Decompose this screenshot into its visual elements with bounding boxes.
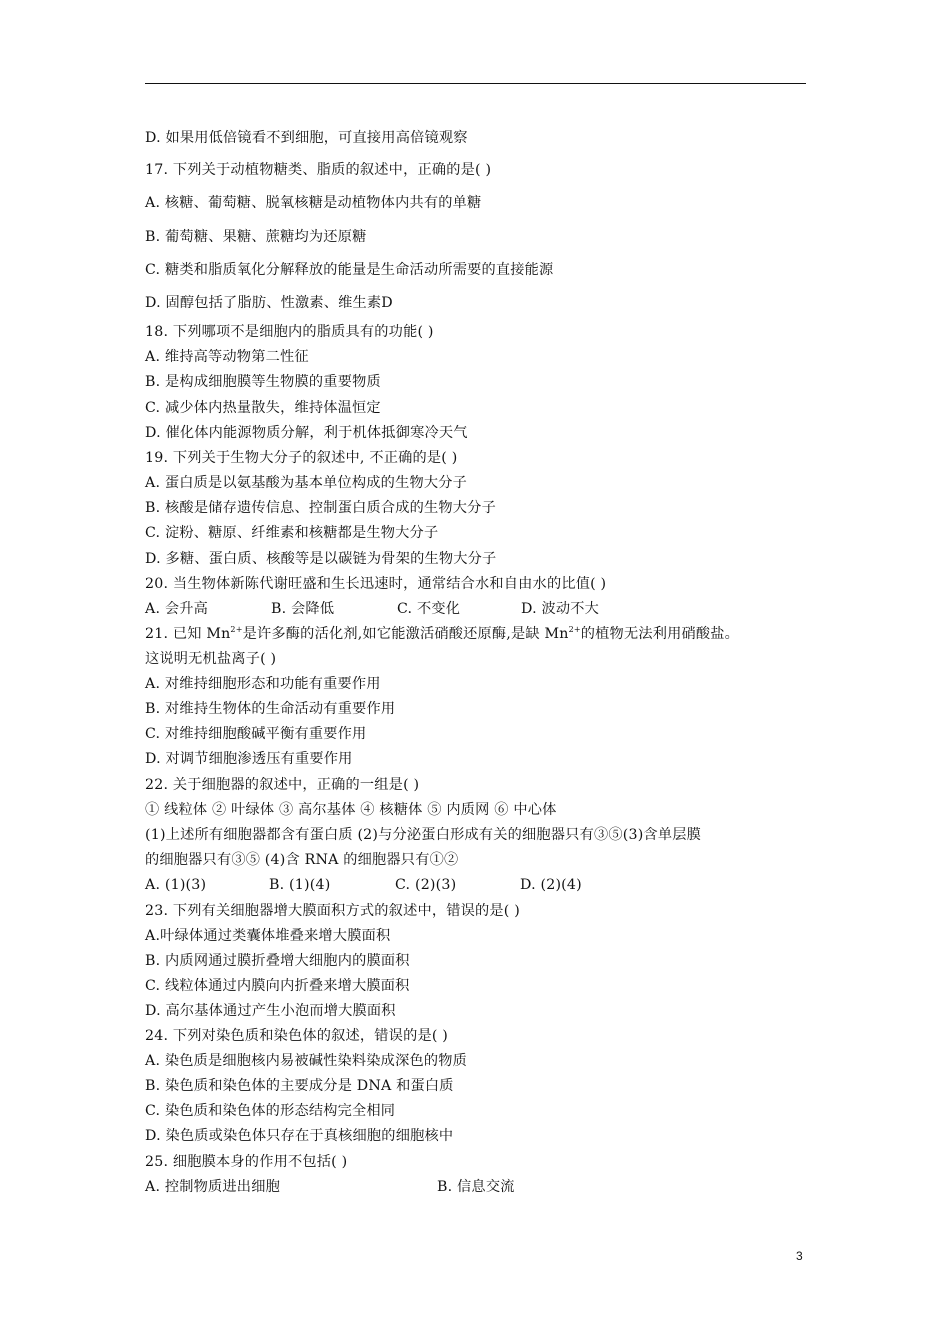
q22-stem: 22. 关于细胞器的叙述中，正确的一组是( ) [145,777,420,793]
q24-stem: 24. 下列对染色质和染色体的叙述，错误的是( ) [145,1028,449,1044]
q24-option-b: B. 染色质和染色体的主要成分是 DNA 和蛋白质 [145,1078,454,1094]
header-rule [145,83,806,84]
q18-option-c: C. 减少体内热量散失，维持体温恒定 [145,400,381,416]
q24-option-a: A. 染色质是细胞核内易被碱性染料染成深色的物质 [145,1053,468,1069]
q20-option-b: B. 会降低 [271,601,335,617]
q22-statement-2: 的细胞器只有③⑤ (4)含 RNA 的细胞器只有①② [145,852,459,868]
q20-stem: 20. 当生物体新陈代谢旺盛和生长迅速时，通常结合水和自由水的比值( ) [145,576,607,592]
q22-option-c: C. (2)(3) [395,877,457,893]
q23-option-c: C. 线粒体通过内膜向内折叠来增大膜面积 [145,978,410,994]
q19-stem: 19. 下列关于生物大分子的叙述中, 不正确的是( ) [145,450,458,466]
q25-stem: 25. 细胞膜本身的作用不包括( ) [145,1154,348,1170]
q19-option-a: A. 蛋白质是以氨基酸为基本单位构成的生物大分子 [145,475,468,491]
q18-option-b: B. 是构成细胞膜等生物膜的重要物质 [145,374,381,390]
q20-option-d: D. 波动不大 [521,601,600,617]
q21-option-d: D. 对调节细胞渗透压有重要作用 [145,751,353,767]
q17-option-a: A. 核糖、葡萄糖、脱氧核糖是动植物体内共有的单糖 [145,195,482,211]
q21-stem-cont: 这说明无机盐离子( ) [145,651,277,667]
q24-option-c: C. 染色质和染色体的形态结构完全相同 [145,1103,396,1119]
q23-option-b: B. 内质网通过膜折叠增大细胞内的膜面积 [145,953,410,969]
q18-option-a: A. 维持高等动物第二性征 [145,349,309,365]
q19-option-c: C. 淀粉、糖原、纤维素和核糖都是生物大分子 [145,525,439,541]
q21-option-b: B. 对维持生物体的生命活动有重要作用 [145,701,396,717]
q25-option-a: A. 控制物质进出细胞 [145,1179,280,1195]
q22-option-d: D. (2)(4) [520,877,582,893]
q22-option-b: B. (1)(4) [269,877,331,893]
q17-stem: 17. 下列关于动植物糖类、脂质的叙述中，正确的是( ) [145,162,492,178]
q23-option-d: D. 高尔基体通过产生小泡而增大膜面积 [145,1003,396,1019]
q22-option-a: A. (1)(3) [145,877,207,893]
q22-statement-1: (1)上述所有细胞器都含有蛋白质 (2)与分泌蛋白形成有关的细胞器只有③⑤(3)含单层膜 [145,827,701,843]
q21-option-a: A. 对维持细胞形态和功能有重要作用 [145,676,381,692]
q17-option-c: C. 糖类和脂质氧化分解释放的能量是生命活动所需要的直接能源 [145,262,554,278]
q18-stem: 18. 下列哪项不是细胞内的脂质具有的功能( ) [145,324,434,340]
q23-option-a: A.叶绿体通过类囊体堆叠来增大膜面积 [145,928,391,944]
q21-option-c: C. 对维持细胞酸碱平衡有重要作用 [145,726,367,742]
q19-option-b: B. 核酸是储存遗传信息、控制蛋白质合成的生物大分子 [145,500,496,516]
q17-option-b: B. 葡萄糖、果糖、蔗糖均为还原糖 [145,229,367,245]
q18-option-d: D. 催化体内能源物质分解，利于机体抵御寒冷天气 [145,425,468,441]
q20-option-c: C. 不变化 [397,601,461,617]
q21-stem: 21. 已知 $Mn^{2+}$是许多酶的活化剂,如它能激活硝酸还原酶,是缺 $Mn^{2+}$的植物无法利用硝酸盐。 [145,625,740,642]
q20-option-a: A. 会升高 [145,601,209,617]
q24-option-d: D. 染色质或染色体只存在于真核细胞的细胞核中 [145,1128,454,1144]
q16-option-d: D. 如果用低倍镜看不到细胞，可直接用高倍镜观察 [145,130,468,146]
page-number: 3 [796,1249,803,1263]
q22-organelle-list: ① 线粒体 ② 叶绿体 ③ 高尔基体 ④ 核糖体 ⑤ 内质网 ⑥ 中心体 [145,802,557,818]
q17-option-d: D. 固醇包括了脂肪、性激素、维生素D [145,295,393,311]
q25-option-b: B. 信息交流 [437,1179,515,1195]
q19-option-d: D. 多糖、蛋白质、核酸等是以碳链为骨架的生物大分子 [145,551,497,567]
q23-stem: 23. 下列有关细胞器增大膜面积方式的叙述中，错误的是( ) [145,903,520,919]
